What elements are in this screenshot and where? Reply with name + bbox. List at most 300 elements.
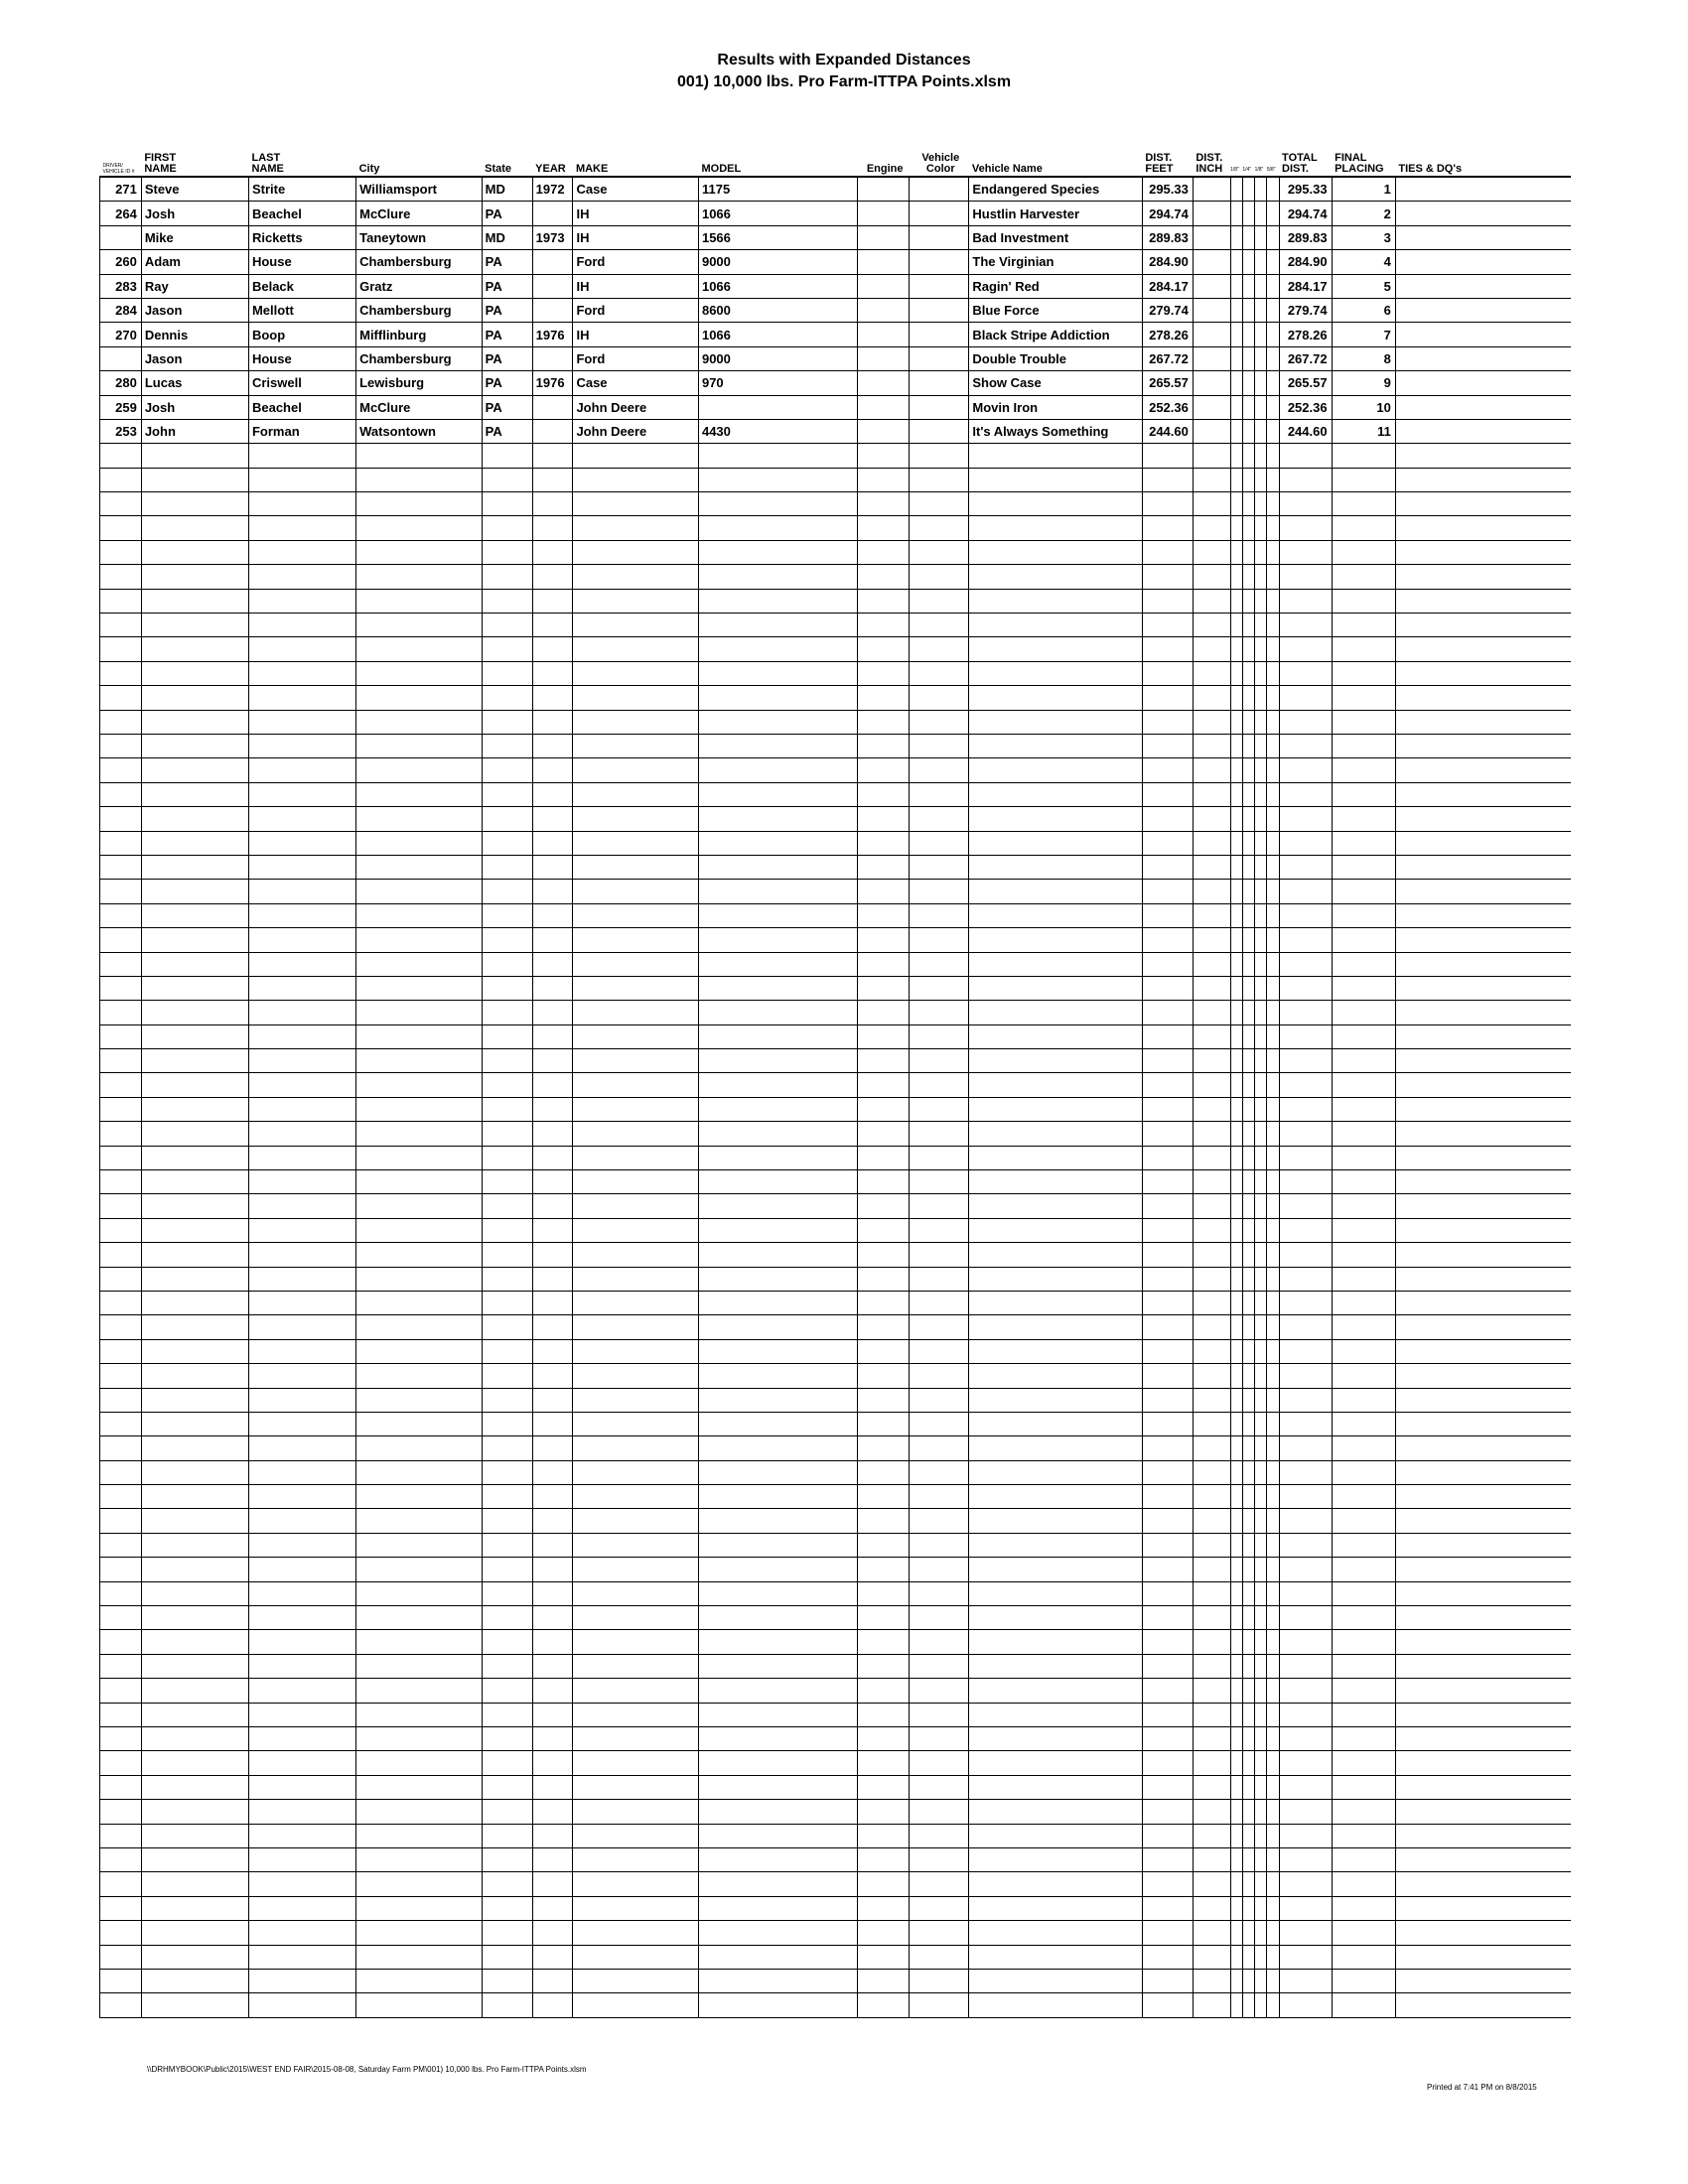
cell-id bbox=[100, 346, 142, 370]
cell-fraction bbox=[1242, 419, 1254, 443]
cell-fraction bbox=[1267, 1533, 1279, 1557]
cell-state: PA bbox=[482, 202, 532, 225]
cell-last bbox=[248, 565, 355, 589]
cell-engine bbox=[858, 540, 910, 564]
cell-model bbox=[698, 928, 857, 952]
cell-make bbox=[573, 1993, 699, 2017]
cell-place: 8 bbox=[1332, 346, 1395, 370]
cell-engine bbox=[858, 1243, 910, 1267]
cell-color bbox=[910, 1243, 969, 1267]
cell-make bbox=[573, 880, 699, 903]
cell-id bbox=[100, 1049, 142, 1073]
cell-first bbox=[141, 1024, 248, 1048]
cell-state bbox=[482, 1945, 532, 1969]
cell-fraction bbox=[1255, 1146, 1267, 1169]
cell-id bbox=[100, 782, 142, 806]
cell-fraction bbox=[1230, 323, 1242, 346]
cell-state bbox=[482, 952, 532, 976]
cell-model bbox=[698, 976, 857, 1000]
cell-fraction bbox=[1230, 371, 1242, 395]
cell-inch bbox=[1193, 298, 1230, 322]
cell-make bbox=[573, 1945, 699, 1969]
cell-fraction bbox=[1230, 1775, 1242, 1799]
cell-fraction bbox=[1255, 1243, 1267, 1267]
cell-vehicle bbox=[969, 976, 1142, 1000]
cell-year bbox=[532, 1315, 573, 1339]
cell-state: PA bbox=[482, 323, 532, 346]
cell-id bbox=[100, 1509, 142, 1533]
cell-ties bbox=[1395, 1024, 1571, 1048]
cell-year bbox=[532, 614, 573, 637]
cell-color bbox=[910, 734, 969, 757]
cell-id bbox=[100, 1194, 142, 1218]
cell-fraction bbox=[1255, 1436, 1267, 1460]
cell-last bbox=[248, 1751, 355, 1775]
cell-state bbox=[482, 1339, 532, 1363]
cell-total: 267.72 bbox=[1279, 346, 1332, 370]
cell-first bbox=[141, 516, 248, 540]
cell-last bbox=[248, 758, 355, 782]
cell-engine bbox=[858, 1727, 910, 1751]
cell-feet bbox=[1142, 1775, 1193, 1799]
cell-total bbox=[1279, 782, 1332, 806]
cell-city bbox=[356, 1751, 483, 1775]
cell-feet: 289.83 bbox=[1142, 225, 1193, 249]
cell-city bbox=[356, 1847, 483, 1871]
cell-model: 1066 bbox=[698, 202, 857, 225]
cell-color bbox=[910, 1751, 969, 1775]
cell-inch bbox=[1193, 782, 1230, 806]
table-row bbox=[100, 371, 1572, 395]
table-row bbox=[100, 1847, 1572, 1871]
cell-city bbox=[356, 1945, 483, 1969]
cell-first bbox=[141, 1315, 248, 1339]
cell-ties bbox=[1395, 661, 1571, 685]
cell-fraction bbox=[1267, 346, 1279, 370]
cell-id bbox=[100, 637, 142, 661]
cell-make bbox=[573, 1847, 699, 1871]
cell-feet bbox=[1142, 1847, 1193, 1871]
cell-ties bbox=[1395, 1194, 1571, 1218]
cell-year bbox=[532, 976, 573, 1000]
cell-id bbox=[100, 1024, 142, 1048]
col-state: State bbox=[482, 147, 532, 177]
table-row bbox=[100, 1969, 1572, 1992]
cell-vehicle bbox=[969, 1558, 1142, 1581]
cell-fraction bbox=[1230, 807, 1242, 831]
table-row bbox=[100, 1460, 1572, 1484]
cell-place bbox=[1332, 1630, 1395, 1654]
cell-model bbox=[698, 807, 857, 831]
cell-fraction bbox=[1242, 1218, 1254, 1242]
cell-ties bbox=[1395, 1606, 1571, 1630]
cell-ties bbox=[1395, 444, 1571, 468]
cell-fraction bbox=[1242, 1921, 1254, 1945]
cell-state bbox=[482, 1073, 532, 1097]
cell-feet bbox=[1142, 952, 1193, 976]
cell-fraction bbox=[1230, 1460, 1242, 1484]
cell-total bbox=[1279, 1993, 1332, 2017]
cell-inch bbox=[1193, 903, 1230, 927]
cell-ties bbox=[1395, 807, 1571, 831]
col-vehicle-color: Vehicle Color bbox=[910, 147, 969, 177]
cell-last bbox=[248, 903, 355, 927]
cell-place bbox=[1332, 1001, 1395, 1024]
cell-total bbox=[1279, 1049, 1332, 1073]
cell-year bbox=[532, 758, 573, 782]
cell-id bbox=[100, 1606, 142, 1630]
cell-inch bbox=[1193, 1436, 1230, 1460]
cell-last bbox=[248, 1267, 355, 1291]
cell-vehicle bbox=[969, 661, 1142, 685]
cell-total: 284.90 bbox=[1279, 250, 1332, 274]
cell-feet bbox=[1142, 710, 1193, 734]
cell-engine bbox=[858, 468, 910, 491]
cell-fraction bbox=[1267, 1267, 1279, 1291]
cell-id bbox=[100, 1945, 142, 1969]
cell-color bbox=[910, 1315, 969, 1339]
cell-fraction bbox=[1267, 614, 1279, 637]
cell-model: 9000 bbox=[698, 250, 857, 274]
cell-state bbox=[482, 637, 532, 661]
cell-last bbox=[248, 1581, 355, 1605]
cell-id: 280 bbox=[100, 371, 142, 395]
cell-fraction bbox=[1230, 758, 1242, 782]
cell-last bbox=[248, 1049, 355, 1073]
cell-last bbox=[248, 1872, 355, 1896]
cell-fraction bbox=[1230, 734, 1242, 757]
cell-city: Taneytown bbox=[356, 225, 483, 249]
cell-state bbox=[482, 1606, 532, 1630]
cell-model bbox=[698, 1146, 857, 1169]
cell-ties bbox=[1395, 371, 1571, 395]
page-subtitle: 001) 10,000 lbs. Pro Farm-ITTPA Points.xlsm bbox=[676, 73, 1012, 90]
cell-fraction bbox=[1267, 177, 1279, 202]
cell-place: 5 bbox=[1332, 274, 1395, 298]
cell-id bbox=[100, 1558, 142, 1581]
cell-place bbox=[1332, 468, 1395, 491]
cell-total bbox=[1279, 1969, 1332, 1992]
cell-id bbox=[100, 589, 142, 613]
cell-make bbox=[573, 1630, 699, 1654]
cell-fraction bbox=[1267, 1945, 1279, 1969]
table-row bbox=[100, 855, 1572, 879]
table-row bbox=[100, 540, 1572, 564]
cell-city bbox=[356, 516, 483, 540]
cell-make bbox=[573, 1727, 699, 1751]
cell-city bbox=[356, 880, 483, 903]
cell-inch bbox=[1193, 1581, 1230, 1605]
cell-state bbox=[482, 1703, 532, 1726]
cell-fraction bbox=[1242, 686, 1254, 710]
cell-fraction bbox=[1267, 225, 1279, 249]
cell-fraction bbox=[1255, 274, 1267, 298]
cell-color bbox=[910, 1654, 969, 1678]
cell-vehicle bbox=[969, 1800, 1142, 1824]
cell-first bbox=[141, 952, 248, 976]
cell-place bbox=[1332, 1194, 1395, 1218]
cell-total bbox=[1279, 468, 1332, 491]
cell-engine bbox=[858, 637, 910, 661]
cell-id bbox=[100, 1412, 142, 1435]
cell-ties bbox=[1395, 1218, 1571, 1242]
table-row bbox=[100, 1485, 1572, 1509]
cell-engine bbox=[858, 492, 910, 516]
cell-first bbox=[141, 1800, 248, 1824]
cell-inch bbox=[1193, 614, 1230, 637]
cell-model bbox=[698, 952, 857, 976]
cell-id bbox=[100, 540, 142, 564]
cell-ties bbox=[1395, 1001, 1571, 1024]
cell-fraction bbox=[1267, 395, 1279, 419]
cell-fraction bbox=[1242, 637, 1254, 661]
cell-last bbox=[248, 1001, 355, 1024]
cell-make bbox=[573, 976, 699, 1000]
cell-feet bbox=[1142, 492, 1193, 516]
cell-inch bbox=[1193, 1024, 1230, 1048]
cell-fraction bbox=[1255, 1993, 1267, 2017]
cell-first bbox=[141, 1388, 248, 1412]
cell-make bbox=[573, 589, 699, 613]
cell-vehicle bbox=[969, 589, 1142, 613]
cell-id bbox=[100, 1122, 142, 1146]
cell-fraction bbox=[1255, 880, 1267, 903]
cell-vehicle bbox=[969, 1945, 1142, 1969]
table-row bbox=[100, 346, 1572, 370]
cell-place: 6 bbox=[1332, 298, 1395, 322]
cell-id bbox=[100, 1703, 142, 1726]
cell-inch bbox=[1193, 1073, 1230, 1097]
cell-engine bbox=[858, 758, 910, 782]
cell-year bbox=[532, 1460, 573, 1484]
cell-fraction bbox=[1255, 1945, 1267, 1969]
cell-fraction bbox=[1267, 1872, 1279, 1896]
cell-fraction bbox=[1242, 1024, 1254, 1048]
cell-color bbox=[910, 1703, 969, 1726]
cell-feet bbox=[1142, 1993, 1193, 2017]
cell-city bbox=[356, 1339, 483, 1363]
cell-state: PA bbox=[482, 298, 532, 322]
cell-total bbox=[1279, 1218, 1332, 1242]
cell-year bbox=[532, 492, 573, 516]
cell-color bbox=[910, 710, 969, 734]
cell-first bbox=[141, 1872, 248, 1896]
cell-fraction bbox=[1242, 1267, 1254, 1291]
cell-year bbox=[532, 419, 573, 443]
cell-make bbox=[573, 637, 699, 661]
cell-color bbox=[910, 1993, 969, 2017]
table-row bbox=[100, 419, 1572, 443]
cell-last bbox=[248, 1775, 355, 1799]
cell-fraction bbox=[1267, 540, 1279, 564]
cell-make bbox=[573, 1243, 699, 1267]
cell-vehicle bbox=[969, 444, 1142, 468]
cell-make bbox=[573, 1775, 699, 1799]
cell-inch bbox=[1193, 1945, 1230, 1969]
cell-vehicle bbox=[969, 686, 1142, 710]
cell-model: 9000 bbox=[698, 346, 857, 370]
col-dist-feet: DIST. FEET bbox=[1142, 147, 1193, 177]
cell-model bbox=[698, 395, 857, 419]
cell-fraction bbox=[1267, 976, 1279, 1000]
cell-fraction bbox=[1255, 1485, 1267, 1509]
cell-color bbox=[910, 855, 969, 879]
table-row bbox=[100, 1364, 1572, 1388]
cell-fraction bbox=[1242, 1073, 1254, 1097]
cell-engine bbox=[858, 1945, 910, 1969]
cell-color bbox=[910, 807, 969, 831]
cell-last bbox=[248, 1558, 355, 1581]
cell-total bbox=[1279, 1485, 1332, 1509]
cell-feet bbox=[1142, 758, 1193, 782]
cell-city bbox=[356, 1630, 483, 1654]
cell-make bbox=[573, 1339, 699, 1363]
cell-id bbox=[100, 686, 142, 710]
cell-engine bbox=[858, 855, 910, 879]
cell-fraction bbox=[1230, 1218, 1242, 1242]
cell-fraction bbox=[1230, 1751, 1242, 1775]
cell-total bbox=[1279, 1872, 1332, 1896]
cell-year bbox=[532, 1073, 573, 1097]
cell-first bbox=[141, 1533, 248, 1557]
cell-year bbox=[532, 782, 573, 806]
cell-fraction bbox=[1230, 1606, 1242, 1630]
cell-make bbox=[573, 492, 699, 516]
cell-id: 259 bbox=[100, 395, 142, 419]
cell-total bbox=[1279, 516, 1332, 540]
cell-fraction bbox=[1230, 1267, 1242, 1291]
table-row bbox=[100, 274, 1572, 298]
cell-place: 7 bbox=[1332, 323, 1395, 346]
table-row bbox=[100, 468, 1572, 491]
cell-fraction bbox=[1230, 1001, 1242, 1024]
cell-ties bbox=[1395, 1509, 1571, 1533]
cell-feet bbox=[1142, 880, 1193, 903]
cell-id bbox=[100, 1824, 142, 1847]
cell-fraction bbox=[1255, 1630, 1267, 1654]
cell-last bbox=[248, 1509, 355, 1533]
cell-state bbox=[482, 758, 532, 782]
cell-vehicle bbox=[969, 734, 1142, 757]
cell-id bbox=[100, 1291, 142, 1314]
cell-fraction bbox=[1255, 1049, 1267, 1073]
cell-total bbox=[1279, 1896, 1332, 1920]
cell-ties bbox=[1395, 323, 1571, 346]
cell-city bbox=[356, 540, 483, 564]
cell-inch bbox=[1193, 419, 1230, 443]
cell-first bbox=[141, 855, 248, 879]
cell-engine bbox=[858, 1388, 910, 1412]
cell-id bbox=[100, 903, 142, 927]
cell-vehicle bbox=[969, 1291, 1142, 1314]
cell-state bbox=[482, 1291, 532, 1314]
table-row bbox=[100, 1315, 1572, 1339]
cell-fraction bbox=[1242, 1291, 1254, 1314]
cell-inch bbox=[1193, 1533, 1230, 1557]
cell-fraction bbox=[1242, 1751, 1254, 1775]
cell-city: Lewisburg bbox=[356, 371, 483, 395]
cell-city bbox=[356, 444, 483, 468]
cell-feet bbox=[1142, 1533, 1193, 1557]
cell-id bbox=[100, 1581, 142, 1605]
cell-fraction bbox=[1242, 468, 1254, 491]
cell-year bbox=[532, 880, 573, 903]
cell-ties bbox=[1395, 1146, 1571, 1169]
cell-fraction bbox=[1242, 1847, 1254, 1871]
cell-place bbox=[1332, 1896, 1395, 1920]
cell-city bbox=[356, 1194, 483, 1218]
cell-first bbox=[141, 492, 248, 516]
cell-feet bbox=[1142, 1460, 1193, 1484]
table-row bbox=[100, 1436, 1572, 1460]
cell-color bbox=[910, 202, 969, 225]
cell-feet bbox=[1142, 1339, 1193, 1363]
cell-color bbox=[910, 1122, 969, 1146]
cell-ties bbox=[1395, 734, 1571, 757]
cell-total bbox=[1279, 1194, 1332, 1218]
cell-inch bbox=[1193, 1703, 1230, 1726]
table-row bbox=[100, 614, 1572, 637]
cell-feet bbox=[1142, 1170, 1193, 1194]
cell-year bbox=[532, 734, 573, 757]
table-row bbox=[100, 637, 1572, 661]
cell-first bbox=[141, 444, 248, 468]
cell-fraction bbox=[1230, 1581, 1242, 1605]
cell-total bbox=[1279, 1243, 1332, 1267]
cell-id bbox=[100, 1654, 142, 1678]
cell-inch bbox=[1193, 686, 1230, 710]
table-row bbox=[100, 1993, 1572, 2017]
cell-year bbox=[532, 1993, 573, 2017]
cell-fraction bbox=[1255, 1558, 1267, 1581]
cell-first bbox=[141, 1630, 248, 1654]
cell-state bbox=[482, 444, 532, 468]
cell-inch bbox=[1193, 734, 1230, 757]
table-row bbox=[100, 1533, 1572, 1557]
cell-total bbox=[1279, 614, 1332, 637]
cell-fraction bbox=[1267, 1218, 1279, 1242]
cell-make bbox=[573, 1581, 699, 1605]
cell-fraction bbox=[1267, 1921, 1279, 1945]
cell-last bbox=[248, 1703, 355, 1726]
cell-fraction bbox=[1230, 1509, 1242, 1533]
cell-fraction bbox=[1255, 734, 1267, 757]
cell-make: John Deere bbox=[573, 419, 699, 443]
cell-make bbox=[573, 1485, 699, 1509]
cell-inch bbox=[1193, 1824, 1230, 1847]
cell-inch bbox=[1193, 1388, 1230, 1412]
cell-ties bbox=[1395, 1122, 1571, 1146]
table-row bbox=[100, 928, 1572, 952]
table-row bbox=[100, 782, 1572, 806]
cell-inch bbox=[1193, 1315, 1230, 1339]
cell-color bbox=[910, 952, 969, 976]
table-row bbox=[100, 1049, 1572, 1073]
cell-total: 244.60 bbox=[1279, 419, 1332, 443]
cell-last bbox=[248, 540, 355, 564]
cell-inch bbox=[1193, 516, 1230, 540]
cell-place bbox=[1332, 1097, 1395, 1121]
cell-year bbox=[532, 1412, 573, 1435]
cell-fraction bbox=[1267, 565, 1279, 589]
cell-fraction bbox=[1267, 1751, 1279, 1775]
cell-last bbox=[248, 492, 355, 516]
cell-make: Ford bbox=[573, 346, 699, 370]
cell-inch bbox=[1193, 250, 1230, 274]
cell-city: Mifflinburg bbox=[356, 323, 483, 346]
cell-engine bbox=[858, 1097, 910, 1121]
cell-id bbox=[100, 565, 142, 589]
